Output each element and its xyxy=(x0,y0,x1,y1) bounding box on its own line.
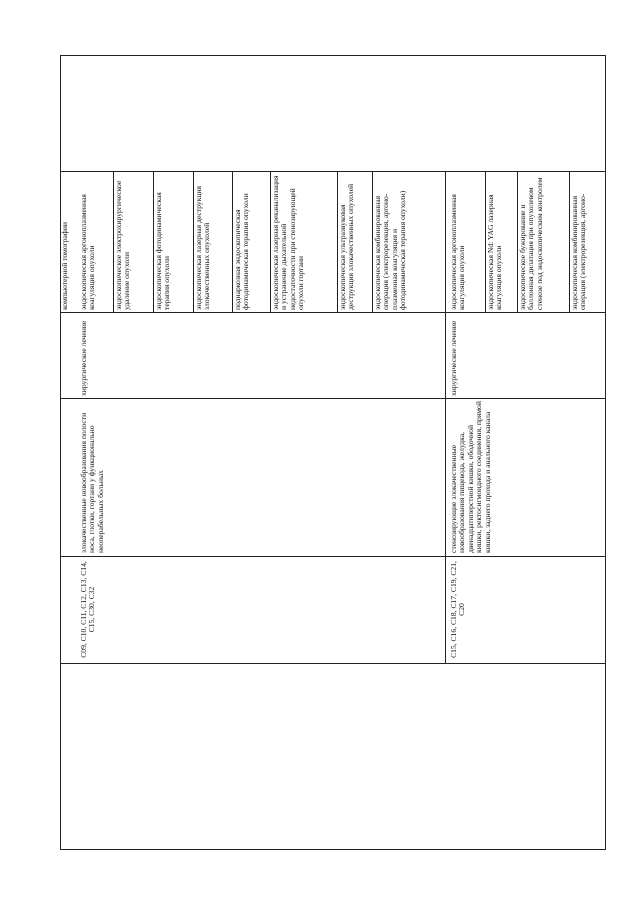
method-text: эндоскопическая фотодинамическая терапия опухоли xyxy=(154,192,172,310)
codes-text: C09, C10, C11, C12, C13, C14, C15, C30, C32 xyxy=(79,561,97,658)
method-text: эндоскопическая ультразвуковая деструкция злокачественных опухолей xyxy=(338,183,356,310)
method-text: эндоскопическая комбинированная операция (электрорезекция, аргоно-плазменная коагуляция и фотодинамическая терапия опухоли) xyxy=(373,190,408,310)
method-text: эндоскопическая комбинированная операция (электрорезекция, аргоно- xyxy=(570,193,588,310)
table-cell-method xyxy=(115,173,132,310)
method-text: эндоскопическое бужирование и баллонная дилатация при опухолевом стенозе под эндоскопическим контролем xyxy=(518,177,544,310)
table-cell-codes xyxy=(80,558,97,661)
method-text: эндоскопическая лазерная деструкция злокачественных опухолей xyxy=(194,185,212,310)
treatment-type-text: хирургическое лечение xyxy=(449,320,458,396)
table-cell-method xyxy=(234,173,251,310)
table-cell-method xyxy=(487,173,504,310)
table-cell-method xyxy=(374,173,408,310)
table-cell-condition xyxy=(80,400,105,553)
method-text: поднаркозная эндоскопическая фотодинамическая терапия опухоли xyxy=(233,193,251,310)
method-text: эндоскопическая лазерная реканализация и устранение дыхательной недостаточности при стенозирующей опухоли гортани xyxy=(271,175,306,310)
grid-line xyxy=(60,556,606,557)
condition-text: злокачественные новообразования полости носа, глотки, гортани у функционально неоперабельных больных xyxy=(79,412,105,553)
method-text: эндоскопическая Nd: YAG лазерная коагуляция опухоли xyxy=(486,194,504,310)
table-cell-method xyxy=(571,173,588,310)
table-cell-method xyxy=(519,173,544,310)
table-cell-treatment-type xyxy=(80,312,88,396)
table-cell-method xyxy=(195,173,212,310)
table-cell-treatment-type xyxy=(450,312,458,396)
method-text: эндоскопическая аргоноплазменная коагуляция опухоли xyxy=(79,194,97,310)
condition-text: стенозирующие злокачественные новообразования пищевода, желудка, двенадцатиперстной кишки, ободочной кишки, ректосигмоидного соединения, прямой кишки, заднего прохода и анального канала xyxy=(449,401,492,553)
table-cell-condition xyxy=(450,400,492,553)
codes-text: C15, C16, C18, C17, C19, C21, C20 xyxy=(449,561,467,658)
table-cell-method xyxy=(339,173,356,310)
table-cell-method xyxy=(450,173,467,310)
grid-line xyxy=(60,312,606,313)
grid-line xyxy=(60,663,606,664)
table-cell-method xyxy=(155,173,172,310)
header-text: компьютерной томографии xyxy=(60,222,69,310)
table-cell-codes xyxy=(450,558,467,661)
table-cell-method xyxy=(80,173,97,310)
grid-line xyxy=(445,171,446,663)
grid-line xyxy=(60,171,606,172)
table-cell-method xyxy=(272,173,306,310)
method-text: эндоскопическое электрохирургическое удаление опухоли xyxy=(114,180,132,310)
table-header-cell xyxy=(61,173,69,310)
method-text: эндоскопическая аргоноплазменная коагуляция опухоли xyxy=(449,194,467,310)
treatment-type-text: хирургическое лечение xyxy=(79,320,88,396)
grid-line xyxy=(60,398,606,399)
